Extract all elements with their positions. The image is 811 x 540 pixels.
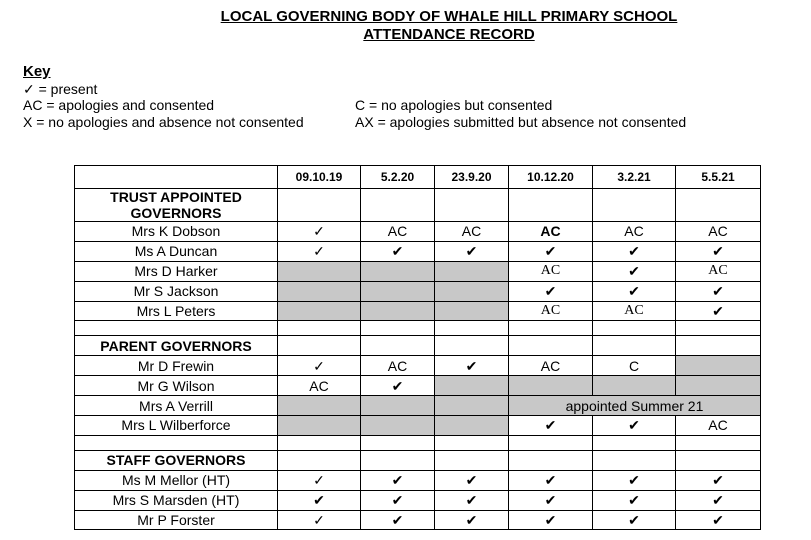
attendance-cell: ✓: [278, 356, 361, 376]
shaded-cell: [435, 281, 509, 301]
shaded-cell: [435, 376, 509, 396]
attendance-cell: C: [593, 356, 676, 376]
table-row: [75, 281, 761, 301]
attendance-cell: AC: [593, 301, 676, 321]
shaded-cell: [278, 301, 361, 321]
governor-name: Mr S Jackson: [75, 281, 278, 301]
table-row: [75, 396, 761, 416]
attendance-cell: AC: [676, 261, 761, 281]
attendance-cell: AC: [361, 222, 435, 242]
attendance-cell: ✔: [593, 510, 676, 530]
shaded-cell: [278, 281, 361, 301]
shaded-cell: [278, 396, 361, 416]
table-row: [75, 261, 761, 281]
shaded-cell: [361, 396, 435, 416]
attendance-cell: ✔: [593, 470, 676, 490]
attendance-cell: ✓: [278, 510, 361, 530]
shaded-cell: [593, 376, 676, 396]
date-header: 09.10.19: [278, 166, 361, 189]
attendance-cell: AC: [509, 261, 593, 281]
attendance-cell: AC: [435, 222, 509, 242]
shaded-cell: [435, 396, 509, 416]
attendance-cell: ✔: [435, 470, 509, 490]
governor-name: Mr D Frewin: [75, 356, 278, 376]
section-heading-trust: TRUST APPOINTED GOVERNORS: [75, 189, 278, 222]
attendance-table: [74, 165, 761, 530]
date-header: 10.12.20: [509, 166, 593, 189]
table-row: [75, 490, 761, 510]
attendance-cell: ✓: [278, 470, 361, 490]
attendance-cell: ✔: [361, 490, 435, 510]
header-empty: [75, 166, 278, 189]
section-heading-staff: STAFF GOVERNORS: [75, 450, 278, 470]
governor-name: Ms M Mellor (HT): [75, 470, 278, 490]
shaded-cell: [435, 261, 509, 281]
table-row: [75, 376, 761, 396]
attendance-cell: ✔: [435, 510, 509, 530]
attendance-cell: ✔: [676, 490, 761, 510]
attendance-cell: ✔: [593, 416, 676, 436]
governor-name: Mrs A Verrill: [75, 396, 278, 416]
attendance-cell: ✔: [509, 510, 593, 530]
key-x: X = no apologies and absence not consented: [23, 114, 304, 130]
shaded-cell: [676, 376, 761, 396]
shaded-cell: [509, 376, 593, 396]
attendance-cell: ✔: [676, 281, 761, 301]
attendance-cell: AC: [361, 356, 435, 376]
attendance-cell: AC: [676, 222, 761, 242]
attendance-cell: ✔: [593, 281, 676, 301]
attendance-cell: ✔: [676, 301, 761, 321]
attendance-cell: ✔: [361, 376, 435, 396]
attendance-cell: AC: [509, 222, 593, 242]
document-subtitle: ATTENDANCE RECORD: [363, 26, 535, 43]
key-c: C = no apologies but consented: [355, 97, 553, 113]
shaded-cell: [361, 281, 435, 301]
date-header: 23.9.20: [435, 166, 509, 189]
attendance-cell: ✔: [593, 490, 676, 510]
shaded-cell: [361, 416, 435, 436]
attendance-cell: AC: [278, 376, 361, 396]
attendance-cell: AC: [676, 416, 761, 436]
key-ac: AC = apologies and consented: [23, 97, 215, 113]
shaded-cell: [278, 261, 361, 281]
attendance-cell: ✔: [361, 470, 435, 490]
governor-name: Mrs L Wilberforce: [75, 416, 278, 436]
spacer-row: [75, 321, 761, 336]
attendance-cell: AC: [593, 222, 676, 242]
table-row: [75, 356, 761, 376]
table-row: [75, 416, 761, 436]
attendance-cell: ✔: [676, 510, 761, 530]
attendance-cell: ✔: [509, 490, 593, 510]
attendance-cell: ✔: [509, 470, 593, 490]
shaded-cell: [435, 301, 509, 321]
attendance-cell: ✔: [593, 241, 676, 261]
date-header: 5.5.21: [676, 166, 761, 189]
date-header: 3.2.21: [593, 166, 676, 189]
attendance-cell: ✔: [435, 241, 509, 261]
key-present: ✓ = present: [23, 81, 98, 97]
section-row: [75, 336, 761, 356]
governor-name: Mrs K Dobson: [75, 222, 278, 242]
attendance-cell: ✔: [361, 241, 435, 261]
attendance-cell: AC: [509, 356, 593, 376]
governor-name: Mrs D Harker: [75, 261, 278, 281]
governor-name: Mr G Wilson: [75, 376, 278, 396]
attendance-cell: ✔: [278, 490, 361, 510]
attendance-cell: ✔: [593, 261, 676, 281]
attendance-cell: ✓: [278, 222, 361, 242]
table-row: [75, 222, 761, 242]
attendance-cell: ✔: [509, 241, 593, 261]
attendance-cell: AC: [509, 301, 593, 321]
table-row: [75, 241, 761, 261]
attendance-cell: ✔: [509, 416, 593, 436]
appointment-note: appointed Summer 21: [509, 396, 761, 416]
table-row: [75, 510, 761, 530]
attendance-cell: ✔: [361, 510, 435, 530]
date-header: 5.2.20: [361, 166, 435, 189]
governor-name: Ms A Duncan: [75, 241, 278, 261]
shaded-cell: [361, 261, 435, 281]
attendance-cell: ✓: [278, 241, 361, 261]
attendance-cell: ✔: [676, 470, 761, 490]
governor-name: Mrs L Peters: [75, 301, 278, 321]
key-heading: Key: [23, 63, 51, 80]
table-row: [75, 470, 761, 490]
attendance-cell: ✔: [676, 241, 761, 261]
section-heading-parent: PARENT GOVERNORS: [75, 336, 278, 356]
shaded-cell: [435, 416, 509, 436]
governor-name: Mrs S Marsden (HT): [75, 490, 278, 510]
key-ax: AX = apologies submitted but absence not consented: [355, 114, 687, 130]
governor-name: Mr P Forster: [75, 510, 278, 530]
shaded-cell: [361, 301, 435, 321]
document-title: LOCAL GOVERNING BODY OF WHALE HILL PRIMARY SCHOOL: [220, 8, 678, 25]
attendance-cell: ✔: [509, 281, 593, 301]
attendance-cell: ✔: [435, 490, 509, 510]
spacer-row: [75, 435, 761, 450]
header-row: [75, 166, 761, 189]
section-row: [75, 450, 761, 470]
table-row: [75, 301, 761, 321]
shaded-cell: [278, 416, 361, 436]
attendance-cell: ✔: [435, 356, 509, 376]
shaded-cell: [676, 356, 761, 376]
